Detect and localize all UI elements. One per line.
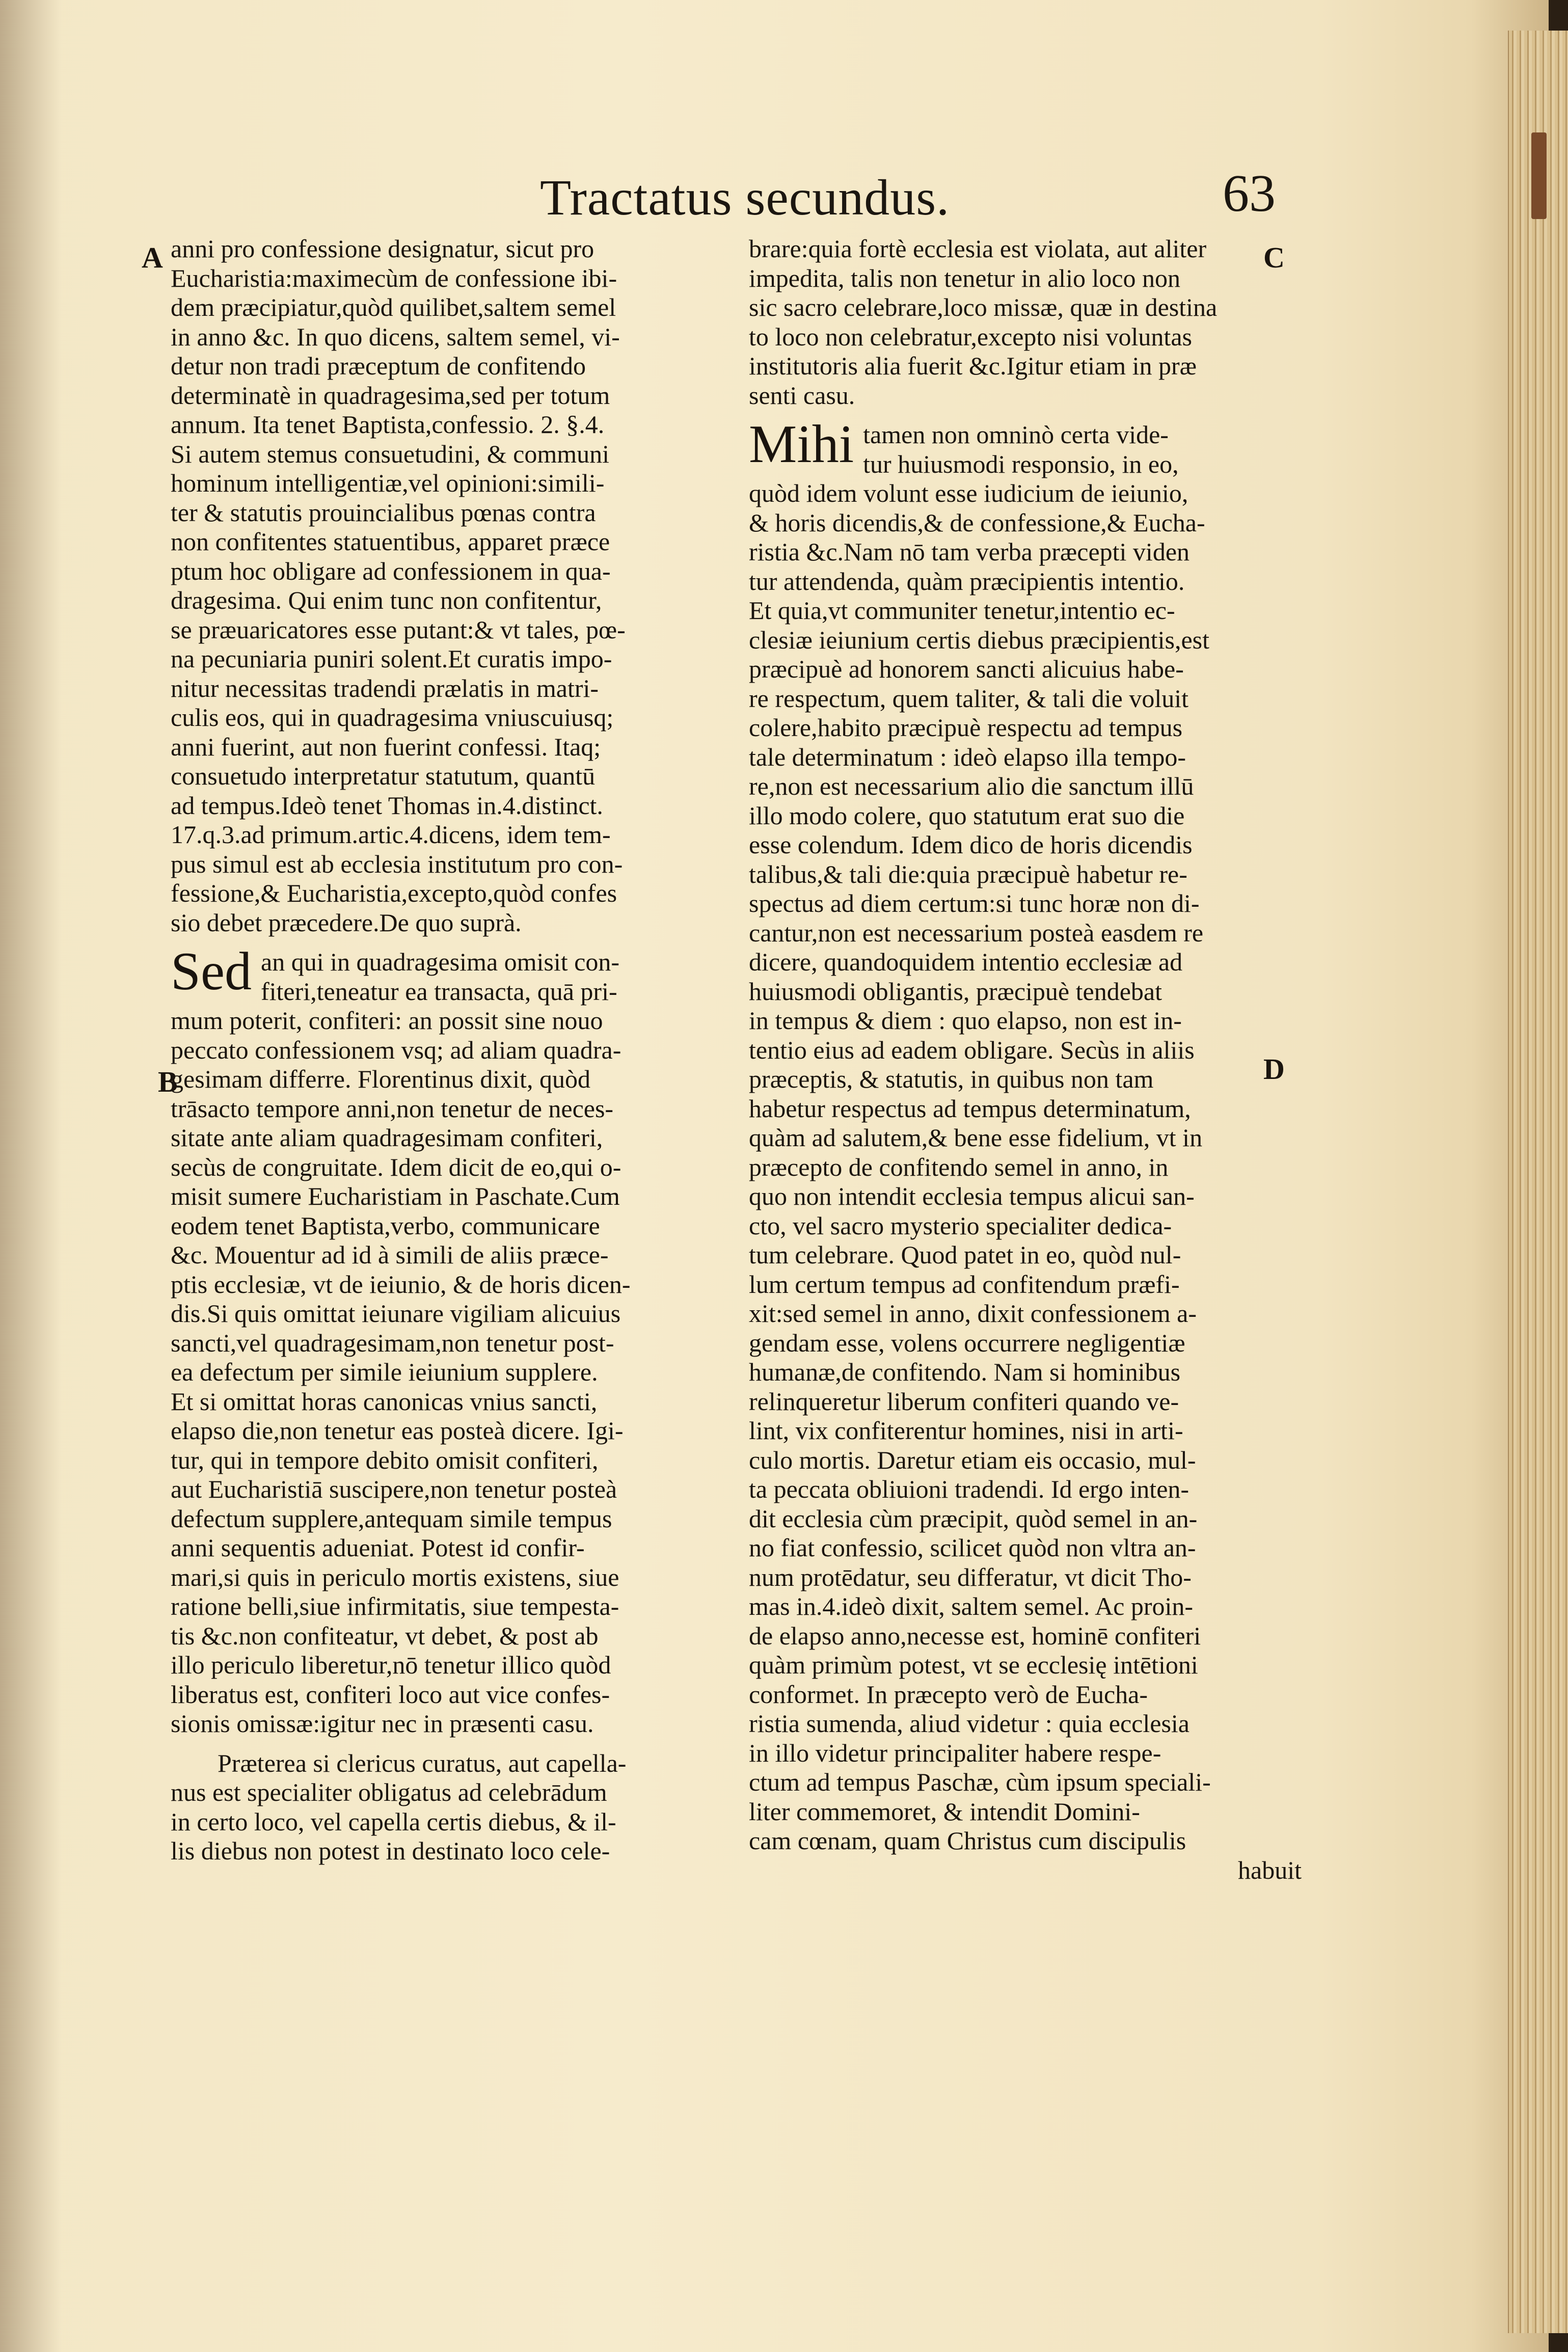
initial-word-mihi: Mihi <box>749 414 854 474</box>
text-line: dem præcipiatur,quòd quilibet,saltem semel <box>171 293 616 321</box>
thumb-tab <box>1531 132 1547 219</box>
text-line: mas in.4.ideò dixit, saltem semel. Ac proin- <box>749 1592 1194 1620</box>
spine-shadow <box>0 0 61 2352</box>
text-line: pus simul est ab ecclesia institutum pro con- <box>171 849 623 878</box>
text-line: num protēdatur, seu differatur, vt dicit Tho- <box>749 1562 1192 1591</box>
left-column <box>171 234 716 1866</box>
text-line: senti casu. <box>749 381 855 410</box>
text-line: an qui in quadragesima omisit con- <box>261 948 620 976</box>
text-line: mari,si quis in periculo mortis existens, siue <box>171 1562 619 1591</box>
text-line: no fiat confessio, scilicet quòd non vltra an- <box>749 1533 1196 1562</box>
text-line: Eucharistia:maximecùm de confessione ibi- <box>171 263 617 292</box>
text-line: eodem tenet Baptista,verbo, communicare <box>171 1211 600 1240</box>
text-line: se præuaricatores esse putant:& vt tales, pœ- <box>171 615 626 644</box>
text-line: hominum intelligentiæ,vel opinioni:simili- <box>171 469 605 497</box>
text-line: colere,habito præcipuè respectu ad tempus <box>749 713 1183 742</box>
text-line: gesimam differre. Florentinus dixit, quòd <box>171 1065 590 1093</box>
text-line: cam cœnam, quam Christus cum discipulis <box>749 1826 1186 1855</box>
initial-word-sed: Sed <box>171 941 252 1001</box>
right-column <box>749 234 1302 1885</box>
text-line: &c. Mouentur ad id à simili de aliis præce- <box>171 1240 609 1269</box>
right-paragraph-1 <box>749 234 1302 410</box>
text-line: fiteri,teneatur ea transacta, quā pri- <box>261 977 617 1006</box>
text-line: trāsacto tempore anni,non tenetur de neces- <box>171 1094 614 1123</box>
text-line: præceptis, & statutis, in quibus non tam <box>749 1065 1154 1093</box>
text-line: nitur necessitas tradendi prælatis in matri- <box>171 673 599 702</box>
text-line: Et si omittat horas canonicas vnius sancti, <box>171 1387 598 1416</box>
text-line: dis.Si quis omittat ieiunare vigiliam alicuius <box>171 1299 621 1328</box>
text-line: consuetudo interpretatur statutum, quantū <box>171 762 596 790</box>
text-line: anni fuerint, aut non fuerint confessi. Itaq; <box>171 732 601 761</box>
text-line: tur, qui in tempore debito omisit confiteri, <box>171 1445 599 1474</box>
text-line: præcipuè ad honorem sancti alicuius habe- <box>749 655 1184 683</box>
text-line: annum. Ita tenet Baptista,confessio. 2. §.4. <box>171 410 605 439</box>
text-line: Præterea si clericus curatus, aut capella- <box>218 1748 627 1777</box>
page-edge-stack <box>1508 31 1568 2333</box>
text-line: relinqueretur liberum confiteri quando ve- <box>749 1387 1179 1416</box>
text-line: misit sumere Eucharistiam in Paschate.Cum <box>171 1182 620 1210</box>
text-line: quo non intendit ecclesia tempus alicui san- <box>749 1182 1195 1210</box>
text-line: culis eos, qui in quadragesima vniuscuiusq; <box>171 703 614 732</box>
text-line: tale determinatum : ideò elapso illa tempo- <box>749 742 1186 771</box>
text-line: tentio eius ad eadem obligare. Secùs in aliis <box>749 1035 1195 1064</box>
text-line: lint, vix confiterentur homines, nisi in arti- <box>749 1416 1183 1445</box>
catchword: habuit <box>1238 1855 1302 1884</box>
text-line: 17.q.3.ad primum.artic.4.dicens, idem tem- <box>171 820 611 849</box>
margin-letter-a: A <box>142 241 163 274</box>
text-line: in illo videtur principaliter habere respe- <box>749 1738 1161 1767</box>
text-line: quòd idem volunt esse iudicium de ieiunio, <box>749 479 1188 507</box>
text-line: & horis dicendis,& de confessione,& Eucha- <box>749 508 1205 537</box>
text-line: sancti,vel quadragesimam,non tenetur post- <box>171 1328 614 1357</box>
text-line: tur huiusmodi responsio, in eo, <box>863 449 1179 478</box>
text-line: humanæ,de confitendo. Nam si hominibus <box>749 1358 1181 1386</box>
text-line: ta peccata obliuioni tradendi. Id ergo inten- <box>749 1475 1189 1503</box>
text-line: huiusmodi obligantis, præcipuè tendebat <box>749 977 1162 1006</box>
left-initial-block <box>171 941 716 1006</box>
left-paragraph-3 <box>171 1749 716 1866</box>
text-line: sitate ante aliam quadragesimam confiteri, <box>171 1123 603 1152</box>
text-line: fessione,& Eucharistia,excepto,quòd confes <box>171 879 617 907</box>
text-line: lis diebus non potest in destinato loco cele- <box>171 1836 610 1865</box>
text-line: cto, vel sacro mysterio specialiter dedica- <box>749 1211 1172 1240</box>
left-paragraph-2 <box>171 1006 716 1739</box>
text-line: illo periculo liberetur,nō tenetur illico quòd <box>171 1651 611 1679</box>
text-line: anni sequentis adueniat. Potest id confir- <box>171 1533 585 1562</box>
text-line: anni pro confessione designatur, sicut pro <box>171 234 594 263</box>
text-line: tamen non omninò certa vide- <box>863 420 1169 449</box>
text-line: dicere, quandoquidem intentio ecclesiæ ad <box>749 948 1183 976</box>
text-line: præcepto de confitendo semel in anno, in <box>749 1152 1169 1181</box>
text-line: tis &c.non confiteatur, vt debet, & post ab <box>171 1621 599 1650</box>
text-line: non confitentes statuentibus, apparet præce <box>171 527 610 556</box>
text-line: sio debet præcedere.De quo suprà. <box>171 908 522 937</box>
text-line: lum certum tempus ad confitendum præfi- <box>749 1269 1180 1299</box>
right-paragraph-2 <box>749 479 1302 1856</box>
margin-letter-b: B <box>158 1065 178 1098</box>
text-line: brare:quia fortè ecclesia est violata, aut aliter <box>749 234 1207 263</box>
margin-letter-d: D <box>1263 1052 1285 1086</box>
text-line: determinatè in quadragesima,sed per totum <box>171 381 610 410</box>
text-line: institutoris alia fuerit &c.Igitur etiam in præ <box>749 352 1197 380</box>
text-line: ctum ad tempus Paschæ, cùm ipsum speciali- <box>749 1768 1211 1796</box>
margin-letter-c: C <box>1263 241 1285 274</box>
right-initial-block <box>749 414 1302 479</box>
text-line: spectus ad diem certum:si tunc horæ non di- <box>749 889 1200 917</box>
text-line: Si autem stemus consuetudini, & communi <box>171 439 610 468</box>
page-number: 63 <box>1223 164 1276 223</box>
text-line: clesiæ ieiunium certis diebus præcipientis,est <box>749 625 1210 654</box>
text-line: detur non tradi præceptum de confitendo <box>171 352 586 380</box>
text-line: re,non est necessarium alio die sanctum illū <box>749 772 1194 800</box>
text-line: ter & statutis prouincialibus pœnas contra <box>171 498 596 527</box>
text-line: gendam esse, volens occurrere negligentiæ <box>749 1328 1185 1357</box>
text-line: ptum hoc obligare ad confessionem in qua- <box>171 556 611 585</box>
text-line: ea defectum per simile ieiunium supplere. <box>171 1358 598 1386</box>
text-line: xit:sed semel in anno, dixit confessionem a- <box>749 1299 1197 1328</box>
text-line: ptis ecclesiæ, vt de ieiunio, & de horis dicen- <box>171 1269 631 1299</box>
text-line: ad tempus.Ideò tenet Thomas in.4.distinct. <box>171 791 603 820</box>
left-paragraph-1 <box>171 234 716 937</box>
text-line: in anno &c. In quo dicens, saltem semel, vi- <box>171 322 620 351</box>
text-line: mum poterit, confiteri: an possit sine nouo <box>171 1006 603 1035</box>
text-line: Et quia,vt communiter tenetur,intentio ec- <box>749 596 1175 625</box>
text-line: ratione belli,siue infirmitatis, siue tempesta- <box>171 1592 619 1620</box>
text-line: in certo loco, vel capella certis diebus, & il- <box>171 1807 616 1836</box>
text-line: culo mortis. Daretur etiam eis occasio, mul- <box>749 1445 1196 1474</box>
text-line: sic sacro celebrare,loco missæ, quæ in destina <box>749 293 1218 321</box>
text-line: cantur,non est necessarium posteà easdem re <box>749 918 1204 947</box>
text-line: quàm primùm potest, vt se ecclesię intētioni <box>749 1651 1198 1679</box>
running-head: Tractatus secundus. <box>540 169 950 226</box>
text-line: dragesima. Qui enim tunc non confitentur, <box>171 586 602 614</box>
text-line: re respectum, quem taliter, & tali die voluit <box>749 684 1189 713</box>
text-line: elapso die,non tenetur eas posteà dicere. Igi- <box>171 1416 624 1445</box>
text-line: esse colendum. Idem dico de horis dicendis <box>749 830 1193 859</box>
text-line: na pecuniaria puniri solent.Et curatis impo- <box>171 644 612 673</box>
text-line: peccato confessionem vsq; ad aliam quadra- <box>171 1035 621 1064</box>
text-line: dit ecclesia cùm præcipit, quòd semel in an- <box>749 1504 1198 1533</box>
text-line: conformet. In præcepto verò de Eucha- <box>749 1680 1148 1709</box>
text-line: defectum supplere,antequam simile tempus <box>171 1504 612 1533</box>
text-line: sionis omissæ:igitur nec in præsenti casu. <box>171 1709 594 1738</box>
text-line: habetur respectus ad tempus determinatum, <box>749 1094 1191 1123</box>
text-line: in tempus & diem : quo elapso, non est in- <box>749 1006 1182 1035</box>
text-line: tum celebrare. Quod patet in eo, quòd nul- <box>749 1240 1181 1269</box>
text-line: de elapso anno,necesse est, hominē confiteri <box>749 1621 1201 1650</box>
text-line: liberatus est, confiteri loco aut vice confes- <box>171 1680 610 1709</box>
text-line: illo modo colere, quo statutum erat suo die <box>749 801 1185 830</box>
text-line: talibus,& tali die:quia præcipuè habetur re- <box>749 859 1187 888</box>
text-line: tur attendenda, quàm præcipientis intentio. <box>749 566 1185 596</box>
text-line: ristia &c.Nam nō tam verba præcepti viden <box>749 537 1190 566</box>
text-line: quàm ad salutem,& bene esse fidelium, vt in <box>749 1123 1203 1152</box>
text-line: impedita, talis non tenetur in alio loco non <box>749 263 1181 292</box>
text-line: ristia sumenda, aliud videtur : quia ecclesia <box>749 1709 1189 1738</box>
text-line: to loco non celebratur,excepto nisi voluntas <box>749 322 1192 351</box>
text-line: secùs de congruitate. Idem dicit de eo,qui o- <box>171 1152 621 1181</box>
text-line: nus est specialiter obligatus ad celebrādum <box>171 1778 607 1806</box>
text-line: aut Eucharistiā suscipere,non tenetur posteà <box>171 1475 617 1503</box>
text-line: liter commemoret, & intendit Domini- <box>749 1797 1140 1826</box>
